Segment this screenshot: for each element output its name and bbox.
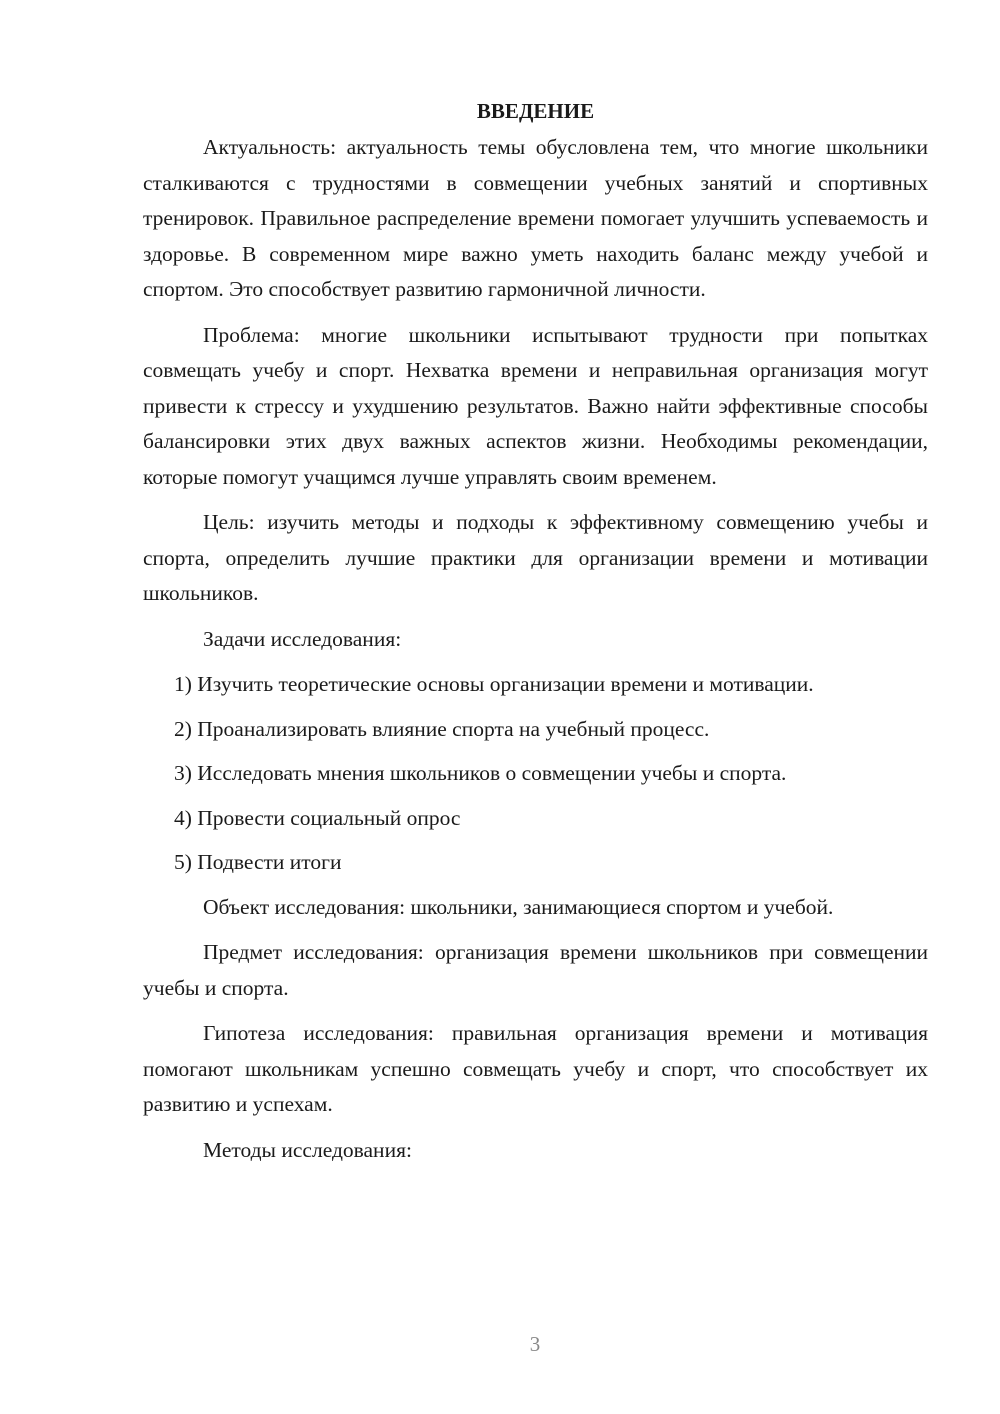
- page-number: 3: [529, 1332, 541, 1356]
- problem-paragraph: Проблема: многие школьники испытывают трудности при попытках совмещать учебу и спорт. Нехватка времени и неправильная организация могут привести к стрессу и ухудшению результатов. Важно найти эффективные способы балансировки этих двух важных аспектов жизни. Необходимы рекомендации, которые помогут учащимся лучше управлять своим временем.: [143, 322, 928, 489]
- task-item: 4) Провести социальный опрос: [174, 805, 461, 830]
- document-page: [143, 96, 928, 1178]
- task-item: 2) Проанализировать влияние спорта на учебный процесс.: [174, 716, 710, 741]
- relevance-paragraph: Актуальность: актуальность темы обусловлена тем, что многие школьники сталкиваются с трудностями в совмещении учебных занятий и спортивных тренировок. Правильное распределение времени помогает улучшить успеваемость и здоровье. В современном мире важно уметь находить баланс между учебой и спортом. Это способствует развитию гармоничной личности.: [143, 135, 928, 301]
- tasks-list: [143, 667, 928, 881]
- task-item: 1) Изучить теоретические основы организации времени и мотивации.: [174, 672, 814, 696]
- task-item: 5) Подвести итоги: [174, 850, 342, 874]
- hypothesis-paragraph: Гипотеза исследования: правильная организация времени и мотивация помогают школьникам успешно совмещать учебу и спорт, что способствует их развитию и успехам.: [143, 1021, 928, 1116]
- tasks-heading: Задачи исследования:: [203, 626, 402, 651]
- subject-paragraph: Предмет исследования: организация времени школьников при совмещении учебы и спорта.: [143, 940, 928, 1000]
- section-title: ВВЕДЕНИЕ: [476, 99, 595, 123]
- methods-heading: Методы исследования:: [203, 1137, 412, 1162]
- task-item: 3) Исследовать мнения школьников о совмещении учебы и спорта.: [174, 761, 787, 785]
- object-paragraph: Объект исследования: школьники, занимающиеся спортом и учебой.: [203, 894, 834, 919]
- goal-paragraph: Цель: изучить методы и подходы к эффективному совмещению учебы и спорта, определить лучшие практики для организации времени и мотивации школьников.: [143, 510, 928, 605]
